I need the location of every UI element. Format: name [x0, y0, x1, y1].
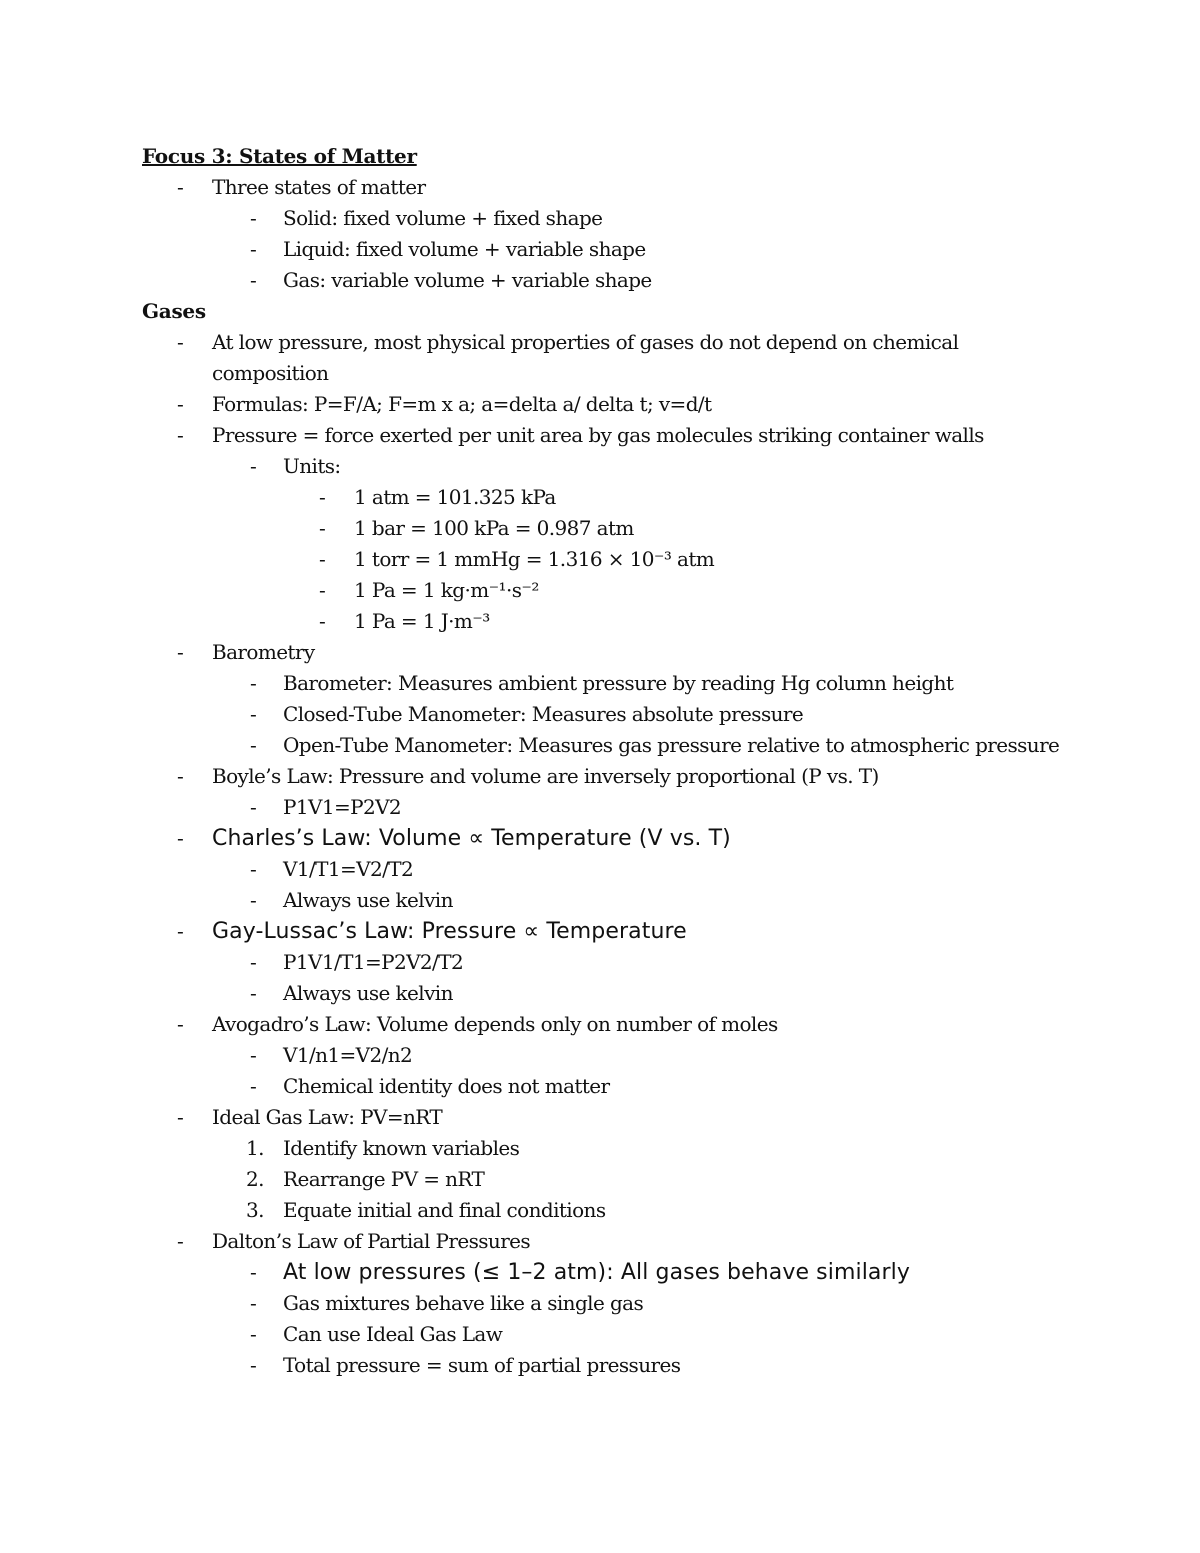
list-number: 1. [246, 1136, 264, 1160]
bullet-dash: - [250, 1291, 257, 1315]
bullet-dash: - [250, 1353, 257, 1377]
list-item: - At low pressures (≤ 1–2 atm): All gases behave similarly [142, 1257, 1142, 1288]
bullet-dash: - [177, 423, 184, 447]
list-item: - Gay-Lussac’s Law: Pressure ∝ Temperature [142, 916, 1142, 947]
bullet-dash: - [250, 206, 257, 230]
bullet-dash: - [250, 671, 257, 695]
bullet-dash: - [319, 547, 326, 571]
list-item: - Three states of matter [142, 172, 1142, 203]
bullet-dash: - [250, 950, 257, 974]
bullet-dash: - [250, 1074, 257, 1098]
section-heading-gases: Gases [142, 299, 206, 323]
list-item: - Always use kelvin [142, 978, 1142, 1009]
list-item: - Dalton’s Law of Partial Pressures [142, 1226, 1142, 1257]
bullet-dash: - [250, 857, 257, 881]
bullet-dash: - [177, 1105, 184, 1129]
list-item-continuation: composition [212, 361, 329, 385]
bullet-dash: - [177, 1229, 184, 1253]
bullet-dash: - [319, 578, 326, 602]
bullet-dash: - [177, 826, 184, 850]
bullet-dash: - [177, 330, 184, 354]
list-item: - Boyle’s Law: Pressure and volume are inversely proportional (P vs. T) [142, 761, 1142, 792]
bullet-dash: - [177, 764, 184, 788]
document-title: Focus 3: States of Matter [142, 144, 417, 168]
list-item: - At low pressure, most physical properties of gases do not depend on chemical [142, 327, 1142, 358]
list-item: - Always use kelvin [142, 885, 1142, 916]
bullet-dash: - [250, 1043, 257, 1067]
list-item: - Charles’s Law: Volume ∝ Temperature (V vs. T) [142, 823, 1142, 854]
list-item: - Gas mixtures behave like a single gas [142, 1288, 1142, 1319]
list-item: - Barometry [142, 637, 1142, 668]
list-item: - Total pressure = sum of partial pressures [142, 1350, 1142, 1381]
list-item: - P1V1=P2V2 [142, 792, 1142, 823]
bullet-dash: - [250, 1260, 257, 1284]
bullet-dash: - [250, 237, 257, 261]
document-body [142, 141, 1142, 1381]
list-item: - Liquid: fixed volume + variable shape [142, 234, 1142, 265]
list-number: 3. [246, 1198, 264, 1222]
list-item: - Pressure = force exerted per unit area by gas molecules striking container walls [142, 420, 1142, 451]
list-item: - P1V1/T1=P2V2/T2 [142, 947, 1142, 978]
list-item: - 1 atm = 101.325 kPa [142, 482, 1142, 513]
bullet-dash: - [250, 702, 257, 726]
bullet-dash: - [177, 175, 184, 199]
list-item: - Formulas: P=F/A; F=m x a; a=delta a/ delta t; v=d/t [142, 389, 1142, 420]
list-item: - Gas: variable volume + variable shape [142, 265, 1142, 296]
bullet-dash: - [177, 919, 184, 943]
bullet-dash: - [250, 454, 257, 478]
bullet-dash: - [250, 268, 257, 292]
list-item: - Solid: fixed volume + fixed shape [142, 203, 1142, 234]
list-item: - Can use Ideal Gas Law [142, 1319, 1142, 1350]
bullet-dash: - [177, 640, 184, 664]
bullet-dash: - [250, 981, 257, 1005]
list-number: 2. [246, 1167, 264, 1191]
list-item: - Closed-Tube Manometer: Measures absolute pressure [142, 699, 1142, 730]
list-item: - Barometer: Measures ambient pressure by reading Hg column height [142, 668, 1142, 699]
bullet-dash: - [319, 516, 326, 540]
list-item: - V1/n1=V2/n2 [142, 1040, 1142, 1071]
list-item: - Avogadro’s Law: Volume depends only on number of moles [142, 1009, 1142, 1040]
bullet-dash: - [250, 1322, 257, 1346]
list-item: - 1 Pa = 1 J·m⁻³ [142, 606, 1142, 637]
bullet-dash: - [319, 485, 326, 509]
list-item: - Units: [142, 451, 1142, 482]
list-item: - 1 torr = 1 mmHg = 1.316 × 10⁻³ atm [142, 544, 1142, 575]
list-item: - Open-Tube Manometer: Measures gas pressure relative to atmospheric pressure [142, 730, 1142, 761]
list-item: - Ideal Gas Law: PV=nRT [142, 1102, 1142, 1133]
numbered-item: 3. Equate initial and final conditions [142, 1195, 1142, 1226]
numbered-item: 1. Identify known variables [142, 1133, 1142, 1164]
bullet-dash: - [250, 795, 257, 819]
bullet-dash: - [177, 392, 184, 416]
bullet-dash: - [250, 733, 257, 757]
numbered-item: 2. Rearrange PV = nRT [142, 1164, 1142, 1195]
list-item: - Chemical identity does not matter [142, 1071, 1142, 1102]
list-item: - 1 bar = 100 kPa = 0.987 atm [142, 513, 1142, 544]
bullet-dash: - [177, 1012, 184, 1036]
bullet-dash: - [250, 888, 257, 912]
list-item: - V1/T1=V2/T2 [142, 854, 1142, 885]
bullet-dash: - [319, 609, 326, 633]
list-item: - 1 Pa = 1 kg·m⁻¹·s⁻² [142, 575, 1142, 606]
